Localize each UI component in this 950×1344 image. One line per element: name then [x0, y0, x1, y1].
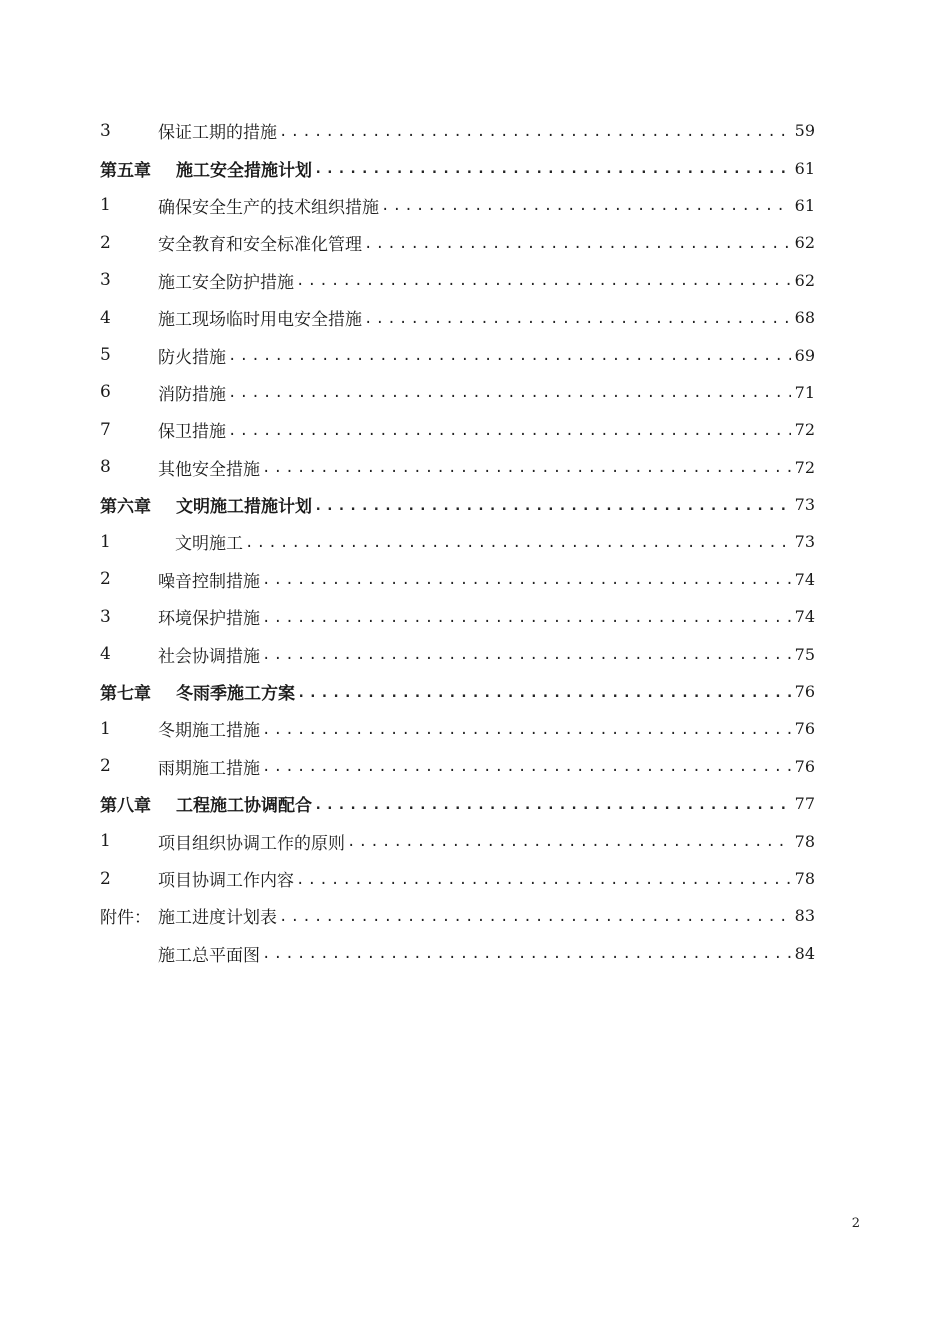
toc-entry-number: 8	[100, 457, 111, 478]
toc-page-number: 69	[794, 345, 815, 365]
toc-page-number: 71	[794, 382, 815, 402]
toc-entry-title: 施工进度计划表	[158, 903, 277, 928]
toc-entry-row[interactable]	[100, 187, 815, 224]
toc-dot-leader	[364, 236, 791, 252]
toc-page-number: 68	[794, 308, 815, 328]
toc-entry-title: 施工现场临时用电安全措施	[158, 305, 362, 330]
toc-entry-number: 第八章	[100, 796, 151, 817]
toc-entry-number: 7	[100, 419, 111, 440]
toc-dot-leader	[228, 423, 791, 439]
toc-entry-row[interactable]	[100, 299, 815, 336]
toc-page-number: 72	[794, 420, 815, 440]
toc-page-number: 78	[794, 831, 815, 851]
toc-entry-number: 1	[100, 718, 111, 739]
toc-dot-leader	[314, 797, 791, 813]
toc-entry-number: 1	[100, 831, 111, 852]
toc-entry-row[interactable]	[100, 112, 815, 149]
toc-entry-title: 施工安全措施计划	[176, 156, 312, 181]
toc-entry-title: 施工总平面图	[158, 941, 260, 966]
toc-entry-number: 2	[100, 569, 111, 590]
toc-dot-leader	[279, 909, 791, 925]
toc-entry-number: 2	[100, 232, 111, 253]
toc-dot-leader	[381, 198, 791, 214]
toc-page-number: 84	[794, 943, 815, 963]
toc-page-number: 74	[794, 607, 815, 627]
toc-page-number: 74	[794, 569, 815, 589]
toc-dot-leader	[279, 124, 791, 140]
toc-entry-number: 第五章	[100, 160, 151, 181]
toc-entry-row[interactable]	[100, 374, 815, 411]
toc-entry-title: 确保安全生产的技术组织措施	[158, 193, 379, 218]
toc-entry-row[interactable]	[100, 897, 815, 934]
toc-page-number: 61	[794, 195, 815, 215]
page-number: 2	[851, 1216, 860, 1231]
toc-entry-number: 1	[100, 531, 111, 552]
toc-entry-title: 冬期施工措施	[158, 716, 260, 741]
toc-dot-leader	[228, 385, 791, 401]
toc-entry-row[interactable]	[100, 411, 815, 448]
toc-entry-number: 2	[100, 868, 111, 889]
toc-entry-title: 项目协调工作内容	[158, 866, 294, 891]
toc-entry-title: 冬雨季施工方案	[176, 679, 295, 704]
toc-rows	[100, 112, 815, 972]
toc-page-number: 73	[794, 532, 815, 552]
toc-page-number: 73	[794, 495, 815, 515]
toc-page-number: 83	[794, 906, 815, 926]
toc-page-number: 62	[794, 270, 815, 290]
toc-entry-row[interactable]	[100, 598, 815, 635]
toc-entry-row[interactable]	[100, 523, 815, 560]
toc-page-number: 59	[794, 121, 815, 141]
toc-page-number: 61	[794, 158, 815, 178]
toc-entry-number: 第六章	[100, 497, 151, 518]
toc-dot-leader	[262, 460, 791, 476]
toc-dot-leader	[364, 311, 791, 327]
toc-page-number: 76	[794, 719, 815, 739]
toc-entry-title: 安全教育和安全标准化管理	[158, 230, 362, 255]
toc-entry-row[interactable]	[100, 710, 815, 747]
toc-page-number: 62	[794, 233, 815, 253]
toc-entry-row[interactable]	[100, 822, 815, 859]
toc-entry-number: 1	[100, 195, 111, 216]
toc-entry-title: 消防措施	[158, 380, 226, 405]
toc-dot-leader	[262, 610, 791, 626]
toc-dot-leader	[262, 647, 791, 663]
toc-entry-number: 3	[100, 270, 111, 291]
toc-page-number: 75	[794, 644, 815, 664]
toc-entry-title: 保卫措施	[158, 417, 226, 442]
toc-entry-number: 2	[100, 756, 111, 777]
table-of-contents	[100, 112, 815, 972]
toc-entry-row[interactable]	[100, 449, 815, 486]
toc-entry-row[interactable]	[100, 561, 815, 598]
toc-entry-row[interactable]	[100, 336, 815, 373]
toc-dot-leader	[262, 722, 791, 738]
toc-entry-title: 环境保护措施	[158, 604, 260, 629]
toc-entry-row[interactable]	[100, 748, 815, 785]
toc-dot-leader	[296, 872, 791, 888]
toc-entry-number: 4	[100, 644, 111, 665]
toc-dot-leader	[314, 498, 791, 514]
toc-page-number: 77	[794, 794, 815, 814]
toc-dot-leader	[347, 834, 791, 850]
toc-entry-title: 项目组织协调工作的原则	[158, 829, 345, 854]
toc-page-number: 78	[794, 869, 815, 888]
toc-dot-leader	[228, 348, 791, 364]
toc-entry-number: 附件：	[100, 908, 151, 929]
toc-page-number: 72	[794, 457, 815, 477]
toc-entry-row[interactable]	[100, 224, 815, 261]
toc-entry-row[interactable]	[100, 262, 815, 299]
toc-chapter-row[interactable]	[100, 149, 815, 186]
toc-dot-leader	[314, 161, 791, 177]
toc-dot-leader	[262, 572, 791, 588]
toc-entry-title: 文明施工措施计划	[176, 492, 312, 517]
toc-entry-title: 保证工期的措施	[158, 118, 277, 143]
toc-entry-number: 4	[100, 307, 111, 328]
toc-entry-title: 施工安全防护措施	[158, 268, 294, 293]
toc-entry-title: 雨期施工措施	[158, 754, 260, 779]
toc-chapter-row[interactable]	[100, 673, 815, 710]
toc-entry-number: 第七章	[100, 684, 151, 705]
toc-chapter-row[interactable]	[100, 486, 815, 523]
toc-entry-row[interactable]	[100, 860, 815, 897]
toc-entry-title: 文明施工	[158, 529, 243, 554]
toc-entry-number: 6	[100, 382, 111, 403]
toc-entry-title: 工程施工协调配合	[176, 791, 312, 816]
toc-entry-title: 噪音控制措施	[158, 567, 260, 592]
toc-chapter-row[interactable]	[100, 785, 815, 822]
toc-entry-title: 社会协调措施	[158, 642, 260, 667]
toc-entry-title: 其他安全措施	[158, 455, 260, 480]
toc-page-number: 76	[794, 756, 815, 776]
toc-entry-row[interactable]	[100, 935, 815, 972]
toc-entry-row[interactable]	[100, 635, 815, 672]
toc-dot-leader	[297, 685, 791, 701]
toc-entry-number: 5	[100, 345, 111, 366]
toc-dot-leader	[245, 535, 791, 551]
toc-entry-number: 3	[100, 606, 111, 627]
toc-entry-title: 防火措施	[158, 343, 226, 368]
toc-dot-leader	[262, 759, 791, 775]
toc-dot-leader	[262, 946, 791, 962]
toc-page-number: 76	[794, 682, 815, 702]
toc-dot-leader	[296, 273, 791, 289]
toc-entry-number: 3	[100, 120, 111, 141]
